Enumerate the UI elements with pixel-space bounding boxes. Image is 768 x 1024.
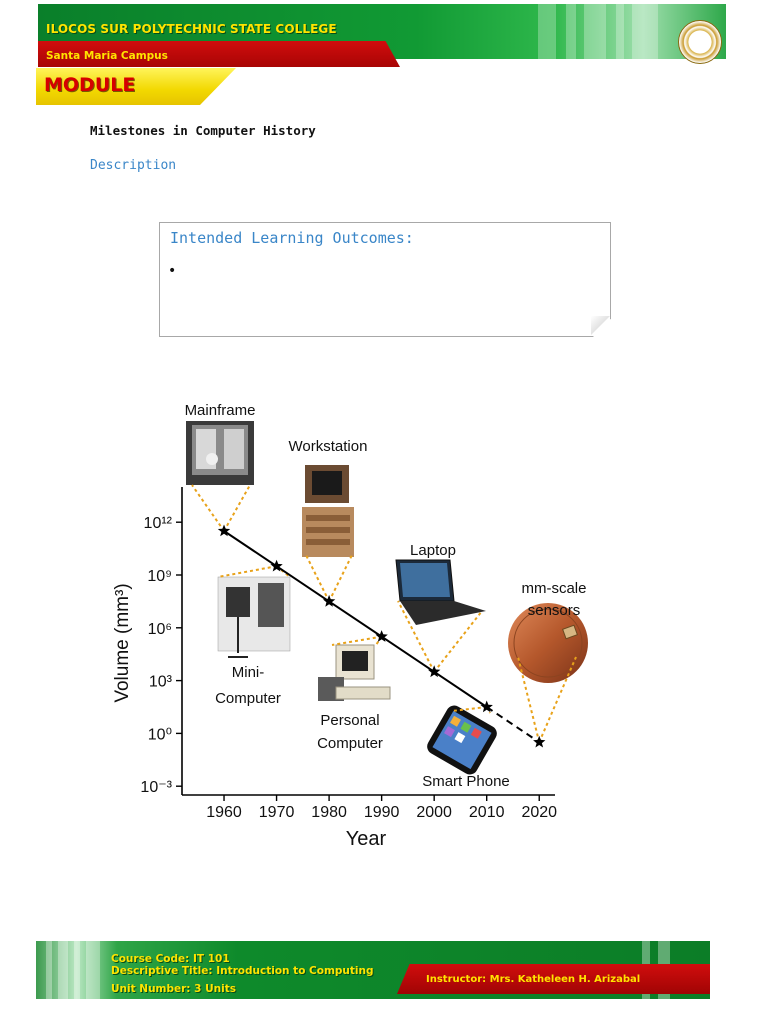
data-point-star (533, 736, 545, 748)
workstation-image (302, 465, 354, 557)
label-pc-line2: Computer (317, 735, 383, 752)
footer-instructor: Instructor: Mrs. Katheleen H. Arizabal (426, 974, 641, 985)
laptop-image (396, 560, 486, 625)
device-connector (332, 637, 382, 645)
footer-course-code: Course Code: IT 101 (111, 953, 230, 965)
topic-title: Milestones in Computer History (90, 123, 316, 138)
x-tick-label: 1970 (258, 804, 295, 821)
mainframe-image (186, 421, 254, 485)
computer-size-chart (100, 395, 600, 855)
label-mm-line2: sensors (527, 602, 581, 619)
description-heading: Description (90, 158, 177, 173)
y-axis-label: Volume (mm³) (112, 583, 133, 703)
module-label: MODULE (44, 74, 136, 96)
college-name: ILOCOS SUR POLYTECHNIC STATE COLLEGE (46, 22, 337, 36)
device-connector (218, 566, 277, 577)
learning-outcomes-bullet: • (168, 263, 177, 279)
label-laptop: Laptop (410, 542, 456, 559)
device-connector (224, 485, 250, 531)
learning-outcomes-title: Intended Learning Outcomes: (170, 229, 414, 247)
label-phone: Smart Phone (422, 773, 510, 790)
x-tick-label: 2000 (416, 804, 452, 821)
x-tick-label: 1980 (311, 804, 347, 821)
footer-unit-number: Unit Number: 3 Units (111, 983, 236, 995)
device-connector (329, 555, 352, 601)
device-connector (192, 485, 224, 531)
x-tick-label: 2010 (468, 804, 505, 821)
y-tick-label: 10⁻³ (140, 779, 172, 797)
y-tick-label: 10⁹ (147, 568, 172, 585)
campus-name: Santa Maria Campus (46, 50, 168, 62)
x-axis-label: Year (345, 828, 387, 850)
label-workstation: Workstation (288, 438, 368, 455)
label-mini-line1: Mini- (231, 664, 265, 681)
minicomputer-image (218, 577, 290, 657)
label-mini-line2: Computer (215, 690, 281, 707)
x-tick-label: 1960 (206, 804, 242, 821)
footer-descriptive-title: Descriptive Title: Introduction to Computing (111, 965, 374, 977)
smartphone-image (424, 703, 499, 778)
y-tick-label: 10⁰ (147, 726, 172, 744)
label-mm-line1: mm-scale (521, 580, 587, 597)
y-tick-label: 10¹² (143, 515, 172, 533)
personal-computer-image (318, 645, 390, 701)
label-pc-line1: Personal (320, 712, 380, 729)
label-mainframe: Mainframe (184, 402, 256, 419)
x-tick-label: 2020 (521, 804, 558, 821)
x-tick-label: 1990 (363, 804, 400, 821)
device-connector (434, 611, 482, 672)
y-tick-label: 10⁶ (147, 620, 172, 638)
college-seal-icon (678, 20, 722, 64)
y-tick-label: 10³ (148, 673, 172, 691)
